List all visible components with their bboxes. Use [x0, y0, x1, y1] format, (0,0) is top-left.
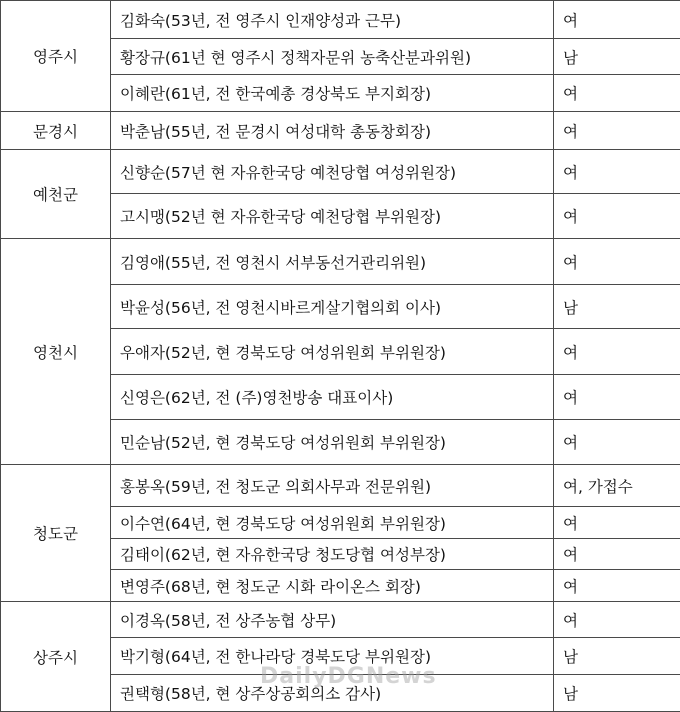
watermark: DailyDGNews — [260, 664, 437, 689]
person-cell: 박윤성(56년, 전 영천시바르게살기협의회 이사) — [111, 285, 554, 329]
table-row — [1, 239, 680, 285]
person-cell: 박기형(64년, 전 한나라당 경북도당 부위원장) — [111, 638, 554, 675]
region-cell: 예천군 — [1, 150, 111, 239]
gender-cell: 여 — [554, 329, 680, 375]
gender-cell: 여 — [554, 539, 680, 570]
table-row — [1, 112, 680, 150]
person-cell: 이수연(64년, 현 경북도당 여성위원회 부위원장) — [111, 507, 554, 539]
gender-cell: 남 — [554, 675, 680, 712]
person-cell: 이혜란(61년, 전 한국예총 경상북도 부지회장) — [111, 75, 554, 112]
gender-cell: 여 — [554, 507, 680, 539]
person-cell: 김영애(55년, 전 영천시 서부동선거관리위원) — [111, 239, 554, 285]
person-cell: 김태이(62년, 현 자유한국당 청도당협 여성부장) — [111, 539, 554, 570]
person-cell: 홍봉옥(59년, 전 청도군 의회사무과 전문위원) — [111, 465, 554, 507]
region-cell: 문경시 — [1, 112, 111, 150]
gender-cell: 여 — [554, 570, 680, 602]
gender-cell: 여 — [554, 112, 680, 150]
gender-cell: 여 — [554, 194, 680, 239]
table-row — [1, 602, 680, 638]
person-cell: 우애자(52년, 현 경북도당 여성위원회 부위원장) — [111, 329, 554, 375]
person-cell: 신향순(57년 현 자유한국당 예천당협 여성위원장) — [111, 150, 554, 194]
gender-cell: 여 — [554, 602, 680, 638]
person-cell: 박춘남(55년, 전 문경시 여성대학 총동창회장) — [111, 112, 554, 150]
person-cell: 신영은(62년, 전 (주)영천방송 대표이사) — [111, 375, 554, 420]
person-cell: 김화숙(53년, 전 영주시 인재양성과 근무) — [111, 1, 554, 39]
person-cell: 황장규(61년 현 영주시 정책자문위 농축산분과위원) — [111, 39, 554, 75]
gender-cell: 여, 가접수 — [554, 465, 680, 507]
table-row — [1, 465, 680, 507]
region-cell: 청도군 — [1, 465, 111, 602]
gender-cell: 남 — [554, 638, 680, 675]
table-row — [1, 150, 680, 194]
person-cell: 변영주(68년, 현 청도군 시화 라이온스 회장) — [111, 570, 554, 602]
region-cell: 영천시 — [1, 239, 111, 465]
gender-cell: 여 — [554, 239, 680, 285]
region-cell: 상주시 — [1, 602, 111, 712]
gender-cell: 여 — [554, 75, 680, 112]
person-cell: 이경옥(58년, 전 상주농협 상무) — [111, 602, 554, 638]
gender-cell: 여 — [554, 375, 680, 420]
gender-cell: 여 — [554, 420, 680, 465]
region-cell: 영주시 — [1, 1, 111, 112]
gender-cell: 남 — [554, 285, 680, 329]
gender-cell: 여 — [554, 150, 680, 194]
gender-cell: 남 — [554, 39, 680, 75]
gender-cell: 여 — [554, 1, 680, 39]
person-cell: 권택형(58년, 현 상주상공회의소 감사) — [111, 675, 554, 712]
person-cell: 민순남(52년, 현 경북도당 여성위원회 부위원장) — [111, 420, 554, 465]
table-row — [1, 1, 680, 39]
person-cell: 고시맹(52년 현 자유한국당 예천당협 부위원장) — [111, 194, 554, 239]
